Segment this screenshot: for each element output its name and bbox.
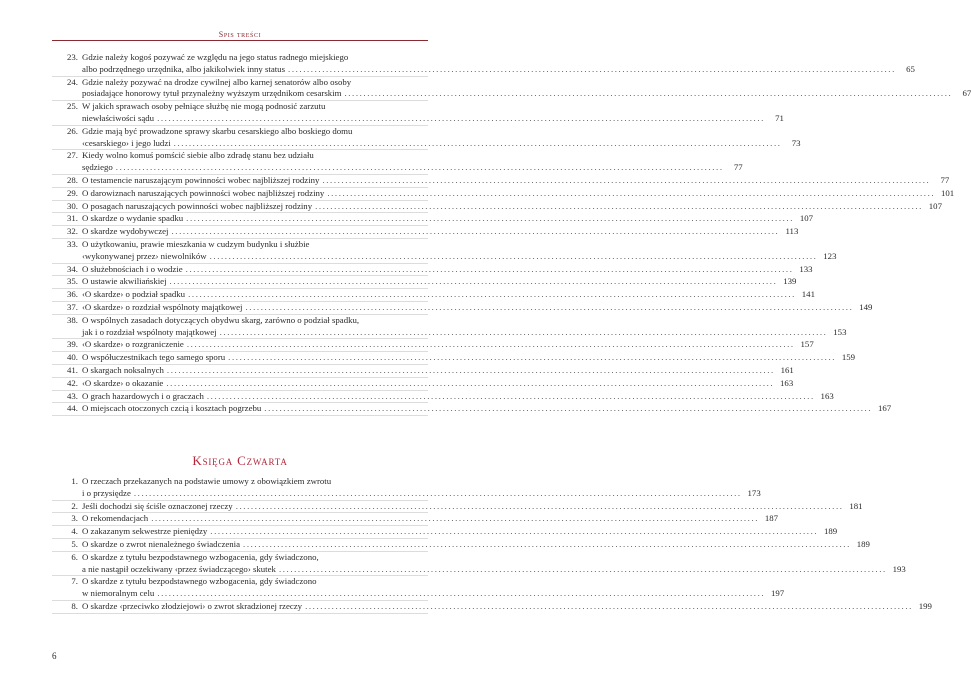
toc-entry [52,377,794,391]
toc-entry [52,76,971,102]
toc-entry-line [82,213,814,225]
toc-entry [52,200,942,214]
toc-entry-line [82,563,906,576]
toc-entry-title: a nie nastąpił oczekiwany ‹przez świadczącego› skutek [82,563,276,574]
toc-entry [52,187,955,201]
dot-leader: ................................................................................................................................................................ [186,213,795,224]
toc-entry-page: 71 [775,112,784,123]
dot-leader: ................................................................................................................................................................ [315,200,923,211]
toc-entry-title: O testamencie naruszającym powinności wobec najbliższej rodziny [82,174,320,185]
toc-entry-title: O skardze o wydanie spadku [82,213,184,224]
toc-entry-title: Gdzie należy pozywać na drodze cywilnej albo karnej senatorów albo osoby [82,76,352,87]
toc-entry-number: 37. [67,301,78,312]
dot-leader: ................................................................................................................................................................ [157,112,765,123]
toc-entry-line [82,239,428,251]
toc-entry-title: ‹wykonywanej przez› niewolników [82,250,207,261]
toc-entry-line [82,403,892,415]
toc-entry [52,576,785,601]
toc-entry [52,101,784,126]
toc-entry-title: ‹O skardze› o podział spadku [82,289,186,300]
dot-leader: ................................................................................................................................................................ [133,487,742,498]
toc-entry-line [82,352,856,364]
toc-entry-title: ‹O skardze› o rozdział wspólnoty majątkowej [82,301,243,312]
toc-entry-title: O posagach naruszających powinności wobec najbliższej rodziny [82,200,313,211]
toc-entry-number: 41. [67,364,78,375]
toc-entry-page: 189 [856,538,870,549]
toc-entry-page: 107 [799,213,814,224]
toc-entry [52,339,814,352]
dot-leader: ................................................................................................................................................................ [305,600,913,611]
toc-entry-title: W jakich sprawach osoby pełniące służbę nie mogą podnosić zarzutu [82,101,326,112]
toc-entry-title: O grach hazardowych i o graczach [82,390,204,401]
toc-entry-page: 113 [785,226,799,237]
toc-entry-number: 30. [67,200,78,211]
toc-entry-title: posiadające honorowy tytuł przynależny wyższym urzędnikom cesarskim [82,88,342,99]
toc-entry-title: O skardze z tytułu bezpodstawnego wzbogacenia, gdy świadczono, [82,551,319,562]
toc-entry [52,403,892,416]
toc-entry-page: 139 [783,276,797,287]
toc-entry-page: 181 [849,500,863,511]
toc-entry-number: 28. [67,174,78,185]
toc-entry-page: 163 [780,377,794,388]
toc-entry-page: 157 [800,339,814,350]
toc-entry-title: O skardze o zwrot nienależnego świadczenia [82,538,241,549]
toc-entry-line [82,552,428,564]
toc-entry-page: 193 [892,563,906,574]
toc-entry-page: 167 [877,403,892,414]
toc-entry-title: albo podrzędnego urzędnika, albo jakikolwiek inny status [82,63,286,74]
toc-entry [52,125,801,151]
toc-entry-title: O skardze wydobywczej [82,226,169,237]
toc-entry-line [82,500,863,513]
toc-entry-number: 36. [67,289,78,300]
dot-leader: ................................................................................................................................................................ [209,250,818,261]
toc-entry-line [82,226,799,238]
toc-entry-page: 187 [764,513,779,524]
toc-entry-title: Kiedy wolno komuś pomścić siebie albo zdradę stanu bez udziału [82,150,314,161]
toc-entry-title: O użytkowaniu, prawie mieszkania w cudzym budynku i służbie [82,238,310,249]
page-number: 6 [52,651,57,661]
toc-entry-line [82,364,794,377]
toc-entry-number: 31. [67,213,78,224]
dot-leader: ................................................................................................................................................................ [219,326,828,337]
toc-entry-page: 161 [780,364,794,375]
toc-entry [52,500,863,514]
toc-entry-number: 7. [71,576,78,587]
dot-leader: ................................................................................................................................................................ [245,301,854,312]
toc-entry-number: 25. [67,101,78,112]
toc-entry-number: 26. [67,125,78,136]
toc-entry-title: ‹O skardze› o okazanie [82,377,164,388]
dot-leader: ................................................................................................................................................................ [327,187,936,198]
toc-entry-line [82,112,784,125]
toc-entry-page: 159 [841,352,856,363]
toc-entry-line [82,513,779,525]
header-rule [52,40,428,41]
dot-leader: ................................................................................................................................................................ [166,377,775,388]
toc-entry-line [82,576,428,588]
dot-leader: ................................................................................................................................................................ [264,403,873,414]
toc-entry [52,276,797,289]
toc-entry [52,364,794,378]
dot-leader: ................................................................................................................................................................ [169,276,778,287]
toc-entry-title: jak i o rozdział wspólnoty majątkowej [82,326,217,337]
toc-entry-title: O służebnościach i o wodzie [82,263,183,274]
toc-entry-title: O zakazanym sekwestrze pieniędzy [82,526,208,537]
toc-entry-line [82,52,428,64]
dot-leader: ................................................................................................................................................................ [166,364,775,375]
toc-entry-title: O rekomendacjach [82,513,149,524]
toc-entry-line [82,476,428,488]
toc-entry-page: 77 [940,174,950,185]
toc-entry-number: 24. [67,76,78,87]
book-four-heading: Księga Czwarta [192,453,288,468]
dot-leader: ................................................................................................................................................................ [151,513,760,524]
running-head: Spis treści [218,30,262,39]
toc-entry-title: Gdzie należy kogoś pozywać ze względu na jego status radnego miejskiego [82,52,349,62]
toc-entry-title: O skargach noksalnych [82,364,164,375]
toc-entry-number: 43. [67,390,78,401]
toc-entry-title: Jeśli dochodzi się ściśle oznaczonej rzeczy [82,500,233,511]
toc-entry [52,513,779,526]
toc-entry-line [82,315,428,327]
toc-entry-line [82,162,743,174]
toc-entry-number: 32. [67,226,78,237]
dot-leader: ................................................................................................................................................................ [243,538,851,549]
toc-entry-page: 107 [928,200,942,211]
toc-entry [52,301,873,315]
toc-entry-line [82,200,942,213]
toc-entry-line [82,88,971,100]
dot-leader: ................................................................................................................................................................ [235,500,844,511]
toc-entry-number: 8. [71,600,78,611]
toc-entry-page: 173 [747,487,761,498]
toc-entry-title: sędziego [82,162,113,173]
toc-entry-number: 40. [67,352,78,363]
toc-entry-line [82,487,761,500]
toc-entry-line [82,276,797,288]
toc-entry-line [82,390,834,403]
toc-entry [52,263,813,277]
dot-leader: ................................................................................................................................................................ [171,226,780,237]
toc-entry-line [82,339,814,351]
toc-entry [52,551,906,577]
toc-entry-page: 153 [833,326,847,337]
toc-entry-number: 39. [67,339,78,350]
toc-entry-line [82,250,837,263]
toc-entry [52,52,915,77]
toc-entry-line [82,526,838,538]
toc-entry-number: 3. [71,513,78,524]
toc-entry-page: 149 [859,301,873,312]
toc-entry-title: O darowiznach naruszających powinności wobec najbliższej rodziny [82,187,325,198]
toc-entry-page: 197 [770,588,785,599]
toc-entry-line [82,263,813,276]
toc-entry-number: 23. [67,52,78,62]
toc-entry-title: O skardze ‹przeciwko złodziejowi› o zwrot skradzionej rzeczy [82,600,303,611]
dot-leader: ................................................................................................................................................................ [186,339,795,350]
toc-entry-page: 77 [733,162,743,173]
toc-entry-page: 65 [906,63,915,74]
toc-entry [52,289,815,302]
toc-entry-line [82,538,870,551]
toc-entry-page: 163 [820,390,834,401]
toc-entry-number: 29. [67,187,78,198]
toc-entry-line [82,301,873,314]
toc-entry-number: 44. [67,403,78,414]
toc-entry-line [82,126,428,138]
toc-entry-page: 67 [962,88,971,99]
toc-entry-number: 34. [67,263,78,274]
toc-entry-number: 35. [67,276,78,287]
toc-entry [52,600,932,614]
toc-entry-line [82,77,428,89]
toc-entry-number: 33. [67,238,78,249]
toc-entry [52,352,856,365]
dot-leader: ................................................................................................................................................................ [115,162,724,173]
toc-entry-line [82,588,785,600]
toc-entry-title: O wspólnych zasadach dotyczących obydwu skarg, zarówno o podział spadku, [82,314,360,325]
toc-entry-title: O miejscach otoczonych czcią i kosztach pogrzebu [82,403,262,414]
toc-entry-line [82,289,815,301]
toc-entry-number: 6. [71,551,78,562]
toc-list-book-three [52,52,971,416]
dot-leader: ................................................................................................................................................................ [344,88,953,99]
toc-entry [52,213,814,226]
dot-leader: ................................................................................................................................................................ [210,526,819,537]
toc-entry-page: 189 [823,526,838,537]
toc-entry-line [82,63,915,76]
toc-entry-page: 123 [823,250,837,261]
toc-entry-line [82,326,847,339]
dot-leader: ................................................................................................................................................................ [206,390,815,401]
toc-entry-line [82,377,794,390]
toc-entry-title: O skardze z tytułu bezpodstawnego wzbogacenia, gdy świadczono [82,576,317,587]
dot-leader: ................................................................................................................................................................ [288,63,896,74]
toc-entry-title: w niemoralnym celu [82,588,155,599]
toc-entry-page: 199 [918,600,932,611]
dot-leader: ................................................................................................................................................................ [157,588,766,599]
toc-entry-title: niewłaściwości sądu [82,112,155,123]
toc-entry-number: 27. [67,150,78,161]
toc-entry-title: O rzeczach przekazanych na podstawie umowy z obowiązkiem zwrotu [82,476,332,486]
toc-entry-page: 101 [940,187,955,198]
toc-entry-title: ‹O skardze› o rozgraniczenie [82,339,184,350]
toc-entry-number: 1. [71,476,78,486]
dot-leader: ................................................................................................................................................................ [188,289,796,300]
toc-entry [52,390,834,404]
toc-entry [52,526,838,539]
toc-entry [52,174,950,188]
toc-entry [52,476,761,501]
dot-leader: ................................................................................................................................................................ [322,174,931,185]
toc-entry-title: ‹cesarskiego› i jego ludzi [82,137,171,148]
toc-entry-line [82,101,428,113]
toc-entry-title: Gdzie mają być prowadzone sprawy skarbu cesarskiego albo boskiego domu [82,125,353,136]
dot-leader: ................................................................................................................................................................ [185,263,794,274]
toc-entry-page: 133 [799,263,813,274]
toc-entry-number: 5. [71,538,78,549]
toc-entry-line [82,600,932,613]
toc-entry-line [82,150,428,162]
toc-entry-page: 73 [791,137,801,148]
toc-entry-number: 4. [71,526,78,537]
toc-entry-page: 141 [801,289,815,300]
toc-entry [52,238,837,264]
toc-entry-number: 42. [67,377,78,388]
toc-entry-number: 38. [67,314,78,325]
toc-entry-title: O współuczestnikach tego samego sporu [82,352,226,363]
toc-entry-title: i o przysiędze [82,487,131,498]
toc-entry [52,538,870,552]
toc-entry-line [82,137,801,150]
toc-entry-line [82,187,955,200]
toc-entry [52,150,743,175]
toc-entry [52,226,799,239]
toc-entry-number: 2. [71,500,78,511]
toc-entry [52,314,847,340]
toc-entry-title: O ustawie akwiliańskiej [82,276,167,287]
dot-leader: ................................................................................................................................................................ [228,352,837,363]
dot-leader: ................................................................................................................................................................ [278,563,887,574]
toc-list-book-four [52,476,932,614]
toc-entry-line [82,174,950,187]
dot-leader: ................................................................................................................................................................ [173,137,782,148]
